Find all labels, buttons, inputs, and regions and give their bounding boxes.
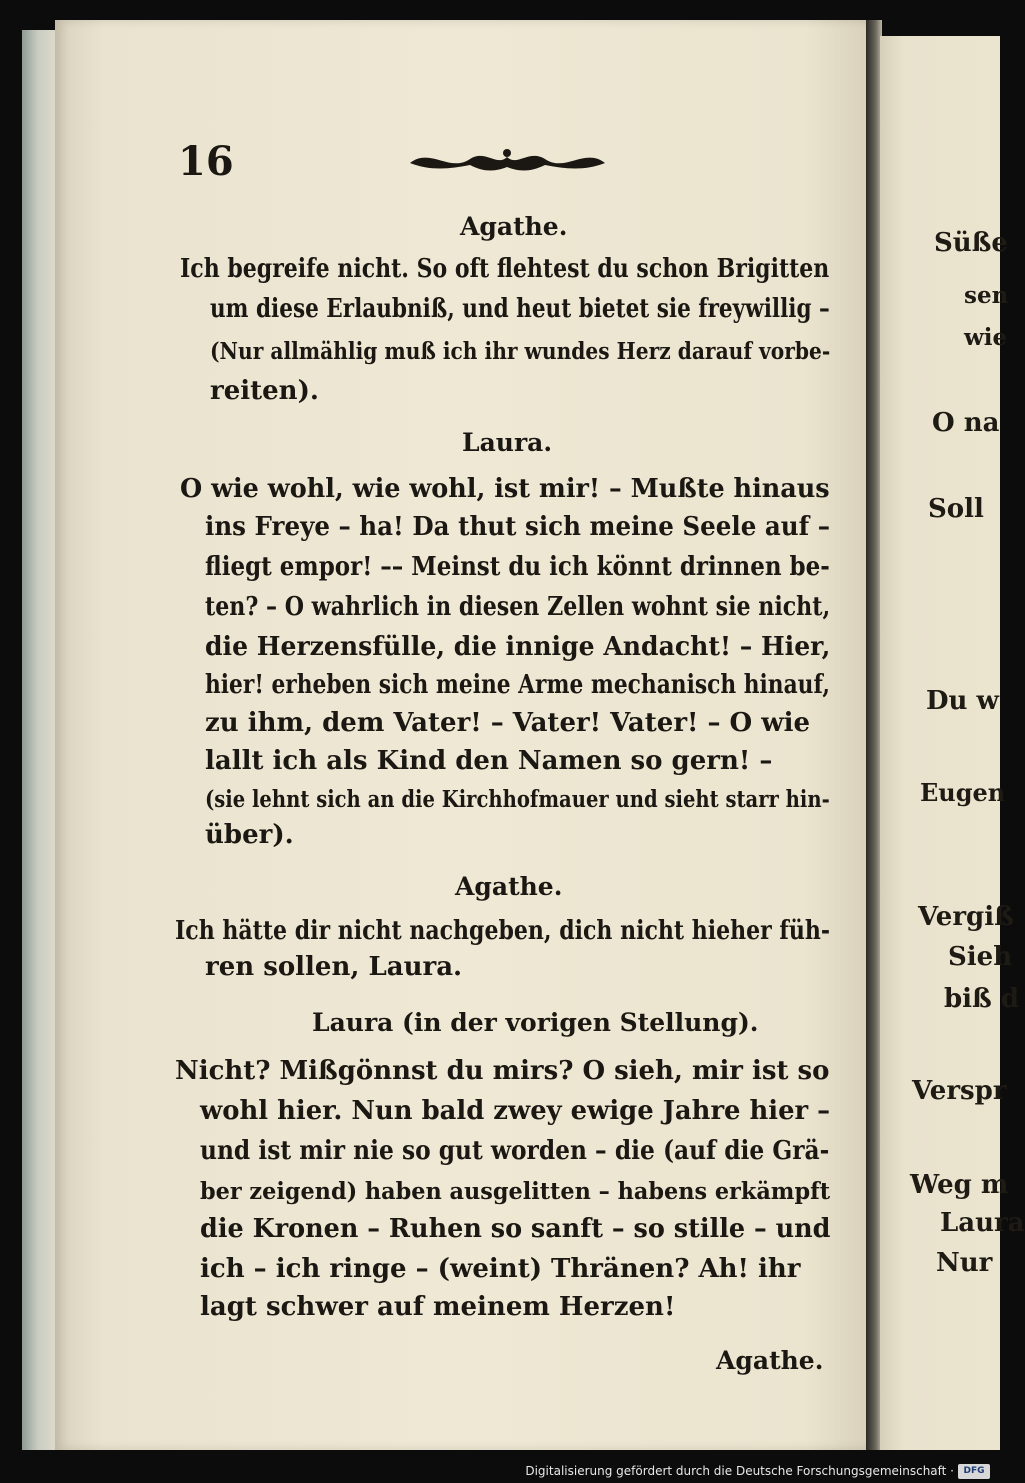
facing-text-fragment: Eugen — [920, 778, 1006, 807]
text-line: reiten). — [210, 376, 319, 406]
text-line: die Herzensfülle, die innige Andacht! – Hier, — [205, 632, 831, 662]
text-line: lagt schwer auf meinem Herzen! — [200, 1292, 676, 1322]
text-line: ren sollen, Laura. — [205, 952, 463, 982]
text-line: ten? – O wahrlich in diesen Zellen wohnt sie nicht, — [205, 592, 831, 622]
facing-text-fragment: Verspr — [912, 1076, 1007, 1106]
facing-text-fragment: Soll — [928, 494, 984, 524]
facing-text-fragment: Weg m — [910, 1170, 1009, 1200]
facing-text-fragment: biß d — [944, 984, 1020, 1014]
text-line: und ist mir nie so gut worden – die (auf die Grä- — [200, 1136, 830, 1166]
facing-page-fragment — [880, 36, 1025, 1450]
facing-text-fragment: Laura — [940, 1208, 1025, 1238]
text-line: (Nur allmählig muß ich ihr wundes Herz darauf vorbe- — [210, 338, 831, 365]
facing-text-fragment: Du w — [926, 686, 999, 716]
text-line: wohl hier. Nun bald zwey ewige Jahre hier – — [200, 1096, 831, 1126]
ornament-icon — [405, 143, 610, 177]
facing-text-fragment: Nur — [936, 1248, 993, 1278]
text-line: Nicht? Mißgönnst du mirs? O sieh, mir ist so — [175, 1056, 830, 1086]
text-line: (sie lehnt sich an die Kirchhofmauer und sieht starr hin- — [205, 786, 830, 813]
text-line: ins Freye – ha! Da thut sich meine Seele auf – — [205, 512, 830, 542]
facing-text-fragment: Süße — [934, 228, 1008, 258]
text-line: hier! erheben sich meine Arme mechanisch hinauf, — [205, 670, 830, 700]
speaker-heading: Laura (in der vorigen Stellung). — [312, 1008, 759, 1037]
catchword: Agathe. — [716, 1346, 824, 1375]
facing-text-fragment: Sieh — [948, 942, 1013, 972]
speaker-heading: Laura. — [462, 428, 553, 457]
facing-text-fragment: sen — [964, 282, 1009, 309]
text-line: Ich begreife nicht. So oft flehtest du schon Brigitten — [180, 254, 830, 284]
speaker-heading: Agathe. — [460, 212, 568, 241]
text-line: ber zeigend) haben ausgelitten – habens erkämpft — [200, 1178, 831, 1205]
text-line: die Kronen – Ruhen so sanft – so stille – und — [200, 1214, 831, 1244]
text-line: um diese Erlaubniß, und heut bietet sie freywillig – — [210, 294, 830, 324]
footer-credit: Digitalisierung gefördert durch die Deutsche Forschungsgemeinschaft · — [525, 1464, 954, 1478]
text-line: Ich hätte dir nicht nachgeben, dich nicht hieher füh- — [175, 916, 831, 946]
footer-bar — [0, 1462, 1000, 1483]
dfg-logo: DFG — [958, 1464, 990, 1479]
facing-text-fragment: wie — [964, 324, 1008, 351]
text-line: lallt ich als Kind den Namen so gern! – — [205, 746, 773, 776]
text-line: ich – ich ringe – (weint) Thränen? Ah! ihr — [200, 1254, 801, 1284]
speaker-heading: Agathe. — [455, 872, 563, 901]
facing-text-fragment: O na — [932, 408, 1000, 438]
page-number: 16 — [178, 138, 234, 185]
text-line: O wie wohl, wie wohl, ist mir! – Mußte hinaus — [180, 474, 830, 504]
text-line: zu ihm, dem Vater! – Vater! Vater! – O wie — [205, 708, 811, 738]
facing-text-fragment: Vergiß — [918, 902, 1014, 932]
text-line: fliegt empor! –– Meinst du ich könnt drinnen be- — [205, 552, 830, 582]
text-line: über). — [205, 820, 294, 850]
